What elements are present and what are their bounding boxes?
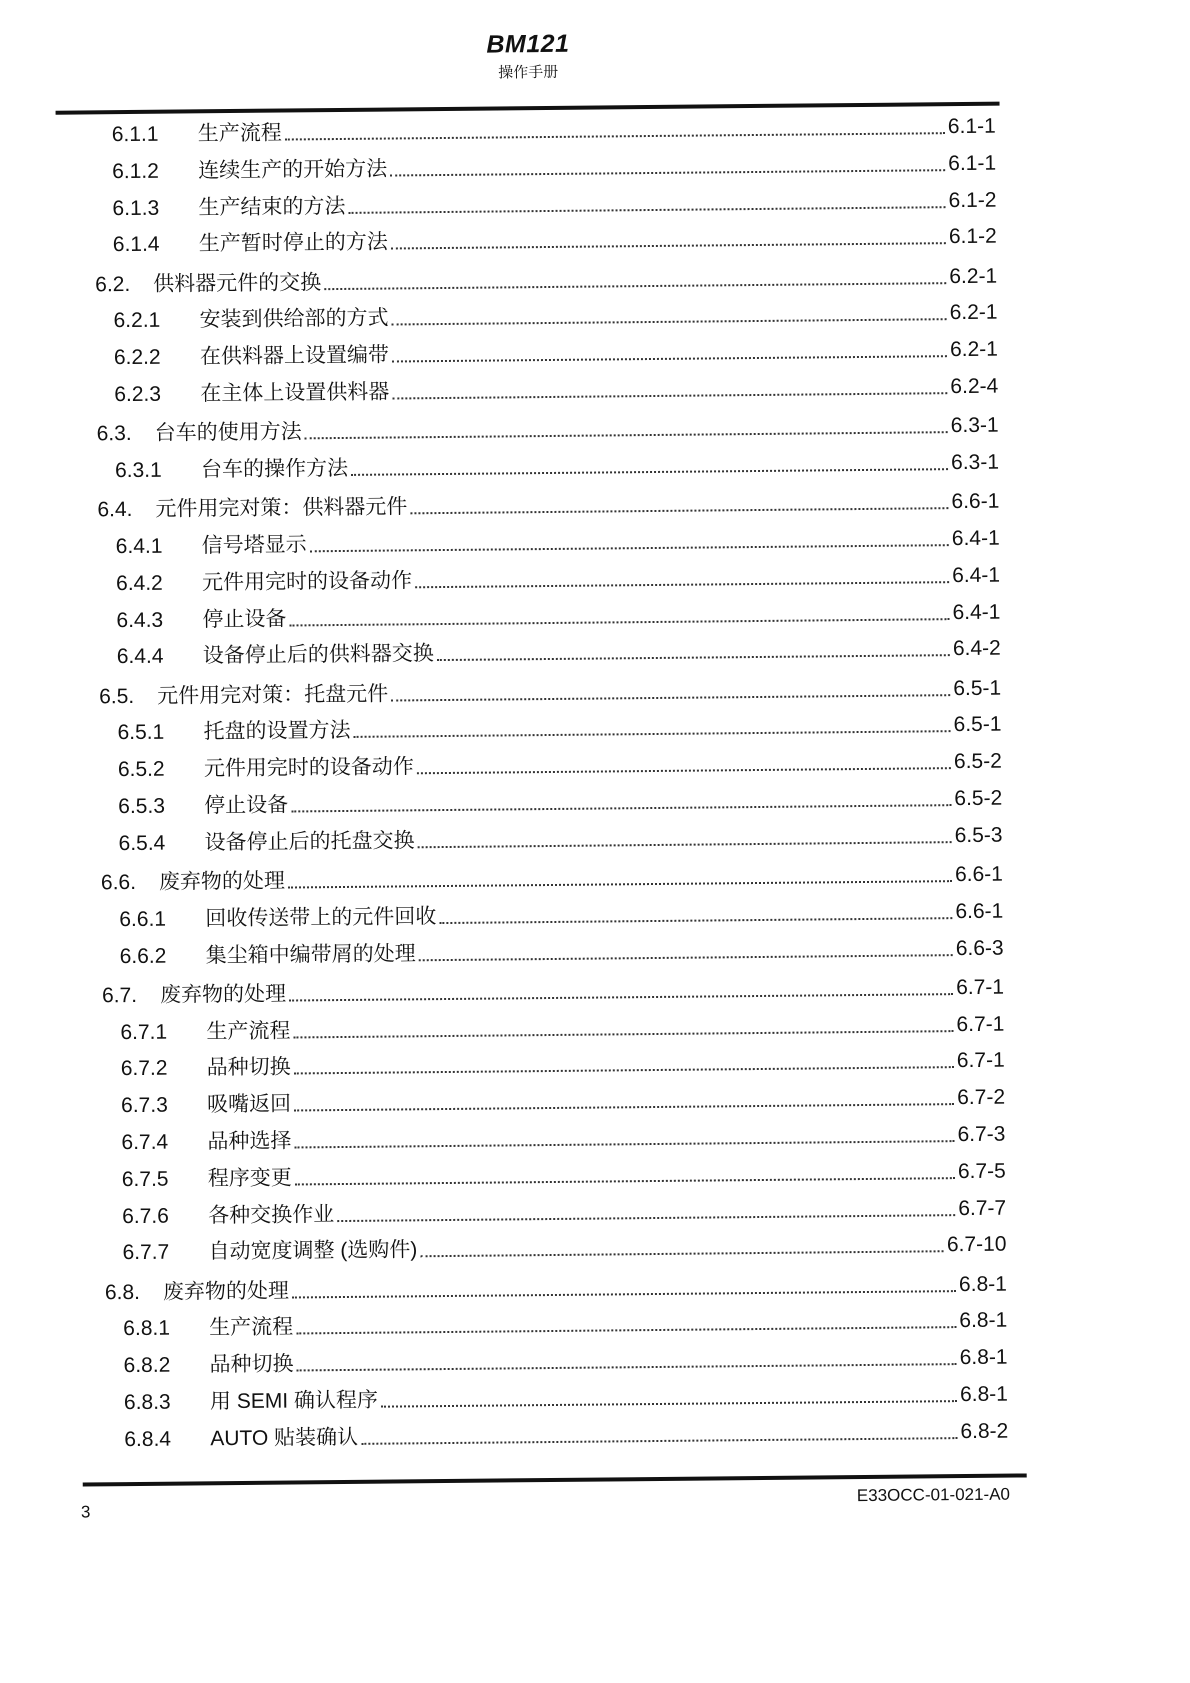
toc-entry-number: 6.8.1	[123, 1317, 171, 1341]
toc-entry-page: 6.7-1	[956, 975, 1005, 999]
toc-entry-number: 6.7.4	[121, 1130, 169, 1155]
toc-entry-title: 生产流程	[209, 1315, 294, 1340]
toc-entry-page: 6.5-1	[953, 713, 1002, 737]
toc-subsection-entry[interactable]	[122, 1191, 1006, 1229]
toc-dot-leader	[295, 1176, 955, 1185]
toc-entry-number: 6.8.2	[123, 1353, 171, 1378]
toc-entry-title: 设备停止后的供料器交换	[202, 642, 434, 668]
toc-dot-leader	[391, 693, 950, 701]
toc-subsection-entry[interactable]	[120, 1007, 1004, 1045]
toc-entry-page: 6.5-2	[953, 749, 1002, 774]
toc-entry-title: 元件用完对策：供料器元件	[155, 495, 408, 521]
toc-entry-page: 6.4-1	[952, 563, 1001, 587]
toc-entry-title: 品种选择	[207, 1129, 292, 1154]
toc-subsection-entry[interactable]	[118, 818, 1002, 856]
toc-dot-leader	[297, 1362, 957, 1371]
toc-entry-page: 6.8-1	[958, 1272, 1007, 1296]
toc-dot-leader	[310, 543, 949, 552]
toc-entry-page: 6.2-1	[949, 301, 998, 325]
toc-entry-page: 6.4-1	[951, 526, 1000, 551]
toc-entry-number: 6.7.2	[120, 1057, 168, 1081]
toc-entry-page: 6.3-1	[950, 413, 999, 438]
toc-entry-title: 生产流程	[206, 1019, 291, 1043]
toc-entry-number: 6.4.4	[116, 645, 164, 669]
toc-dot-leader	[324, 281, 946, 290]
toc-dot-leader	[381, 1399, 957, 1408]
toc-entry-title: 生产暂时停止的方法	[198, 230, 388, 256]
toc-subsection-entry[interactable]	[121, 1081, 1005, 1119]
toc-subsection-entry[interactable]	[117, 708, 1001, 746]
toc-subsection-entry[interactable]	[116, 558, 1000, 596]
toc-entry-title: 托盘的设置方法	[203, 719, 351, 744]
toc-entry-page: 6.1-2	[948, 225, 997, 249]
toc-entry-page: 6.1-2	[948, 188, 997, 212]
footer-rule	[83, 1473, 1027, 1486]
toc-entry-number: 6.3.1	[114, 458, 162, 483]
toc-entry-page: 6.5-3	[954, 823, 1003, 847]
toc-entry-title: 在供料器上设置编带	[199, 343, 390, 369]
toc-entry-title: 元件用完对策：托盘元件	[157, 682, 389, 708]
toc-entry-title: 停止设备	[202, 607, 287, 631]
toc-entry-number: 6.2.1	[113, 309, 161, 333]
toc-entry-number: 6.7.	[101, 983, 138, 1008]
toc-entry-page: 6.5-1	[953, 676, 1002, 700]
toc-entry-title: 台车的使用方法	[154, 420, 302, 445]
toc-entry-title: 废弃物的处理	[158, 869, 286, 894]
toc-dot-leader	[294, 1066, 954, 1075]
toc-entry-number: 6.4.3	[116, 608, 164, 632]
toc-entry-number: 6.1.2	[112, 159, 159, 183]
toc-entry-number: 6.1.4	[112, 233, 160, 257]
toc-entry-title: 用 SEMI 确认程序	[209, 1388, 379, 1414]
toc-subsection-entry[interactable]	[122, 1228, 1006, 1266]
toc-dot-leader	[391, 242, 946, 250]
toc-subsection-entry[interactable]	[114, 370, 998, 408]
toc-entry-number: 6.7.6	[122, 1204, 169, 1228]
toc-entry-page: 6.6-1	[951, 489, 1000, 514]
toc-entry-page: 6.7-7	[958, 1196, 1007, 1220]
toc-entry-page: 6.7-2	[957, 1085, 1006, 1110]
toc-entry-page: 6.7-1	[956, 1049, 1005, 1073]
toc-subsection-entry[interactable]	[115, 446, 999, 484]
toc-subsection-entry[interactable]	[117, 632, 1001, 670]
toc-entry-number: 6.7.5	[121, 1167, 169, 1191]
toc-entry-page: 6.8-1	[959, 1382, 1009, 1407]
toc-entry-number: 6.6.	[100, 870, 137, 895]
toc-subsection-entry[interactable]	[112, 183, 996, 221]
toc-entry-number: 6.8.4	[124, 1427, 172, 1451]
toc-entry-page: 6.2-4	[950, 374, 999, 399]
toc-section-entry[interactable]	[96, 409, 998, 448]
toc-entry-number: 6.5.2	[117, 757, 165, 782]
toc-section-entry[interactable]	[105, 1267, 1007, 1306]
toc-entry-title: 回收传送带上的元件回收	[205, 904, 437, 931]
toc-entry-number: 6.7.3	[120, 1093, 168, 1118]
manual-title: BM121	[486, 29, 570, 59]
toc-dot-leader	[419, 953, 953, 961]
toc-entry-title: 集尘箱中编带屑的处理	[205, 941, 416, 967]
toc-dot-leader	[337, 1213, 955, 1222]
toc-entry-title: 品种切换	[206, 1055, 291, 1080]
toc-entry-page: 6.4-1	[952, 600, 1001, 624]
toc-entry-number: 6.1.1	[111, 122, 159, 147]
toc-dot-leader	[291, 803, 951, 812]
toc-dot-leader	[288, 879, 952, 888]
toc-entry-number: 6.8.3	[123, 1390, 171, 1415]
toc-entry-number: 6.4.1	[115, 534, 163, 559]
toc-subsection-entry[interactable]	[113, 296, 997, 334]
toc-subsection-entry[interactable]	[122, 1154, 1006, 1192]
toc-entry-title: 设备停止后的托盘交换	[204, 829, 415, 855]
toc-entry-page: 6.7-5	[957, 1159, 1006, 1183]
toc-entry-page: 6.2-1	[949, 337, 998, 362]
toc-entry-page: 6.8-1	[959, 1309, 1008, 1333]
toc-entry-number: 6.2.2	[113, 345, 161, 370]
toc-subsection-entry[interactable]	[121, 1118, 1005, 1156]
toc-entry-number: 6.2.	[95, 272, 131, 296]
toc-entry-page: 6.7-1	[956, 1012, 1005, 1036]
toc-dot-leader	[390, 168, 945, 176]
toc-entry-page: 6.1-1	[948, 151, 997, 175]
toc-entry-number: 6.1.3	[112, 196, 160, 220]
toc-section-entry[interactable]	[95, 259, 997, 298]
toc-entry-number: 6.7.1	[120, 1020, 168, 1044]
toc-dot-leader	[437, 654, 950, 662]
toc-entry-page: 6.6-1	[955, 899, 1004, 923]
toc-dot-leader	[289, 992, 953, 1001]
toc-entry-title: 程序变更	[207, 1166, 292, 1191]
toc-subsection-entry[interactable]	[120, 931, 1004, 969]
toc-entry-title: 台车的操作方法	[200, 456, 349, 482]
toc-entry-page: 6.1-1	[947, 114, 996, 139]
toc-entry-title: 各种交换作业	[208, 1202, 335, 1227]
toc-entry-title: 元件用完时的设备动作	[201, 569, 413, 595]
toc-entry-title: 吸嘴返回	[206, 1092, 292, 1117]
toc-entry-title: 连续生产的开始方法	[198, 157, 388, 183]
footer-page-number: 3	[80, 1502, 91, 1522]
toc-entry-number: 6.5.1	[117, 721, 165, 745]
toc-entry-title: 生产流程	[197, 121, 282, 146]
toc-subsection-entry[interactable]	[114, 333, 998, 371]
toc-entry-page: 6.6-1	[954, 862, 1004, 887]
toc-dot-leader	[415, 580, 949, 588]
toc-dot-leader	[420, 1250, 944, 1258]
toc-entry-title: 在主体上设置供料器	[200, 380, 390, 406]
toc-entry-number: 6.6.1	[119, 907, 167, 931]
toc-dot-leader	[294, 1139, 954, 1148]
toc-entry-number: 6.5.	[99, 684, 135, 708]
toc-subsection-entry[interactable]	[116, 522, 1000, 560]
toc-dot-leader	[392, 391, 947, 399]
toc-entry-page: 6.8-1	[959, 1345, 1008, 1370]
toc-section-entry[interactable]	[102, 970, 1004, 1009]
toc-entry-page: 6.7-10	[946, 1233, 1007, 1257]
toc-subsection-entry[interactable]	[123, 1304, 1007, 1342]
toc-entry-page: 6.6-3	[955, 936, 1004, 960]
toc-entry-number: 6.7.7	[122, 1241, 170, 1265]
toc-section-entry[interactable]	[101, 858, 1003, 897]
toc-dot-leader	[293, 1029, 953, 1038]
toc-section-entry[interactable]	[99, 671, 1001, 710]
manual-subtitle: 操作手册	[498, 63, 559, 82]
toc-entry-title: AUTO 贴装确认	[210, 1425, 359, 1451]
toc-entry-number: 6.6.2	[119, 944, 167, 968]
toc-subsection-entry[interactable]	[116, 595, 1000, 633]
toc-entry-number: 6.8.	[104, 1280, 141, 1304]
toc-subsection-entry[interactable]	[118, 782, 1002, 820]
toc-dot-leader	[351, 467, 948, 476]
toc-entry-page: 6.7-3	[957, 1122, 1006, 1147]
toc-dot-leader	[410, 506, 948, 514]
toc-subsection-entry[interactable]	[123, 1341, 1007, 1379]
toc-dot-leader	[285, 131, 945, 140]
toc-dot-leader	[392, 318, 947, 326]
toc-dot-leader	[392, 354, 947, 362]
toc-entry-number: 6.2.3	[114, 382, 162, 407]
toc-subsection-entry[interactable]	[113, 220, 997, 258]
toc-subsection-entry[interactable]	[118, 745, 1002, 783]
toc-subsection-entry[interactable]	[112, 146, 996, 184]
toc-entry-page: 6.2-1	[949, 264, 998, 288]
toc-entry-page: 6.3-1	[950, 450, 1000, 475]
toc-entry-page: 6.4-2	[952, 637, 1001, 661]
toc-dot-leader	[292, 1289, 956, 1298]
toc-entry-title: 自动宽度调整 (选购件)	[208, 1238, 418, 1264]
toc-entry-title: 生产结束的方法	[198, 194, 346, 219]
toc-subsection-entry[interactable]	[124, 1378, 1008, 1416]
toc-entry-title: 元件用完时的设备动作	[203, 755, 414, 781]
toc-entry-number: 6.4.2	[115, 571, 163, 595]
toc-dot-leader	[296, 1326, 956, 1335]
toc-dot-leader	[417, 766, 951, 774]
toc-entry-page: 6.8-2	[960, 1419, 1009, 1443]
toc-dot-leader	[354, 730, 951, 739]
toc-entry-title: 品种切换	[209, 1352, 294, 1377]
toc-dot-leader	[439, 916, 952, 924]
toc-entry-title: 供料器元件的交换	[153, 270, 322, 296]
toc-entry-number: 6.5.3	[118, 794, 166, 819]
page-header	[0, 25, 1063, 87]
toc-entry-title: 停止设备	[204, 793, 289, 818]
toc-subsection-entry[interactable]	[119, 894, 1003, 932]
toc-entry-number: 6.3.	[96, 422, 132, 446]
toc-dot-leader	[361, 1436, 957, 1445]
toc-dot-leader	[289, 617, 949, 626]
toc-entry-number: 6.4.	[97, 498, 133, 522]
toc-section-entry[interactable]	[97, 485, 999, 524]
toc-entry-page: 6.5-2	[954, 786, 1003, 811]
toc-subsection-entry[interactable]	[121, 1044, 1005, 1082]
toc-subsection-entry[interactable]	[124, 1414, 1008, 1452]
toc-entry-title: 安装到供给部的方式	[199, 306, 389, 332]
toc-dot-leader	[418, 840, 952, 848]
footer-doc-code: E33OCC-01-021-A0	[856, 1484, 1011, 1506]
toc-subsection-entry[interactable]	[112, 110, 996, 148]
toc-dot-leader	[349, 205, 946, 214]
toc-entry-number: 6.5.4	[118, 831, 166, 855]
toc-entry-title: 废弃物的处理	[159, 982, 287, 1007]
toc-entry-title: 信号塔显示	[201, 533, 307, 558]
toc-dot-leader	[305, 430, 948, 439]
toc-entry-title: 废弃物的处理	[162, 1279, 289, 1304]
toc-dot-leader	[294, 1102, 954, 1111]
